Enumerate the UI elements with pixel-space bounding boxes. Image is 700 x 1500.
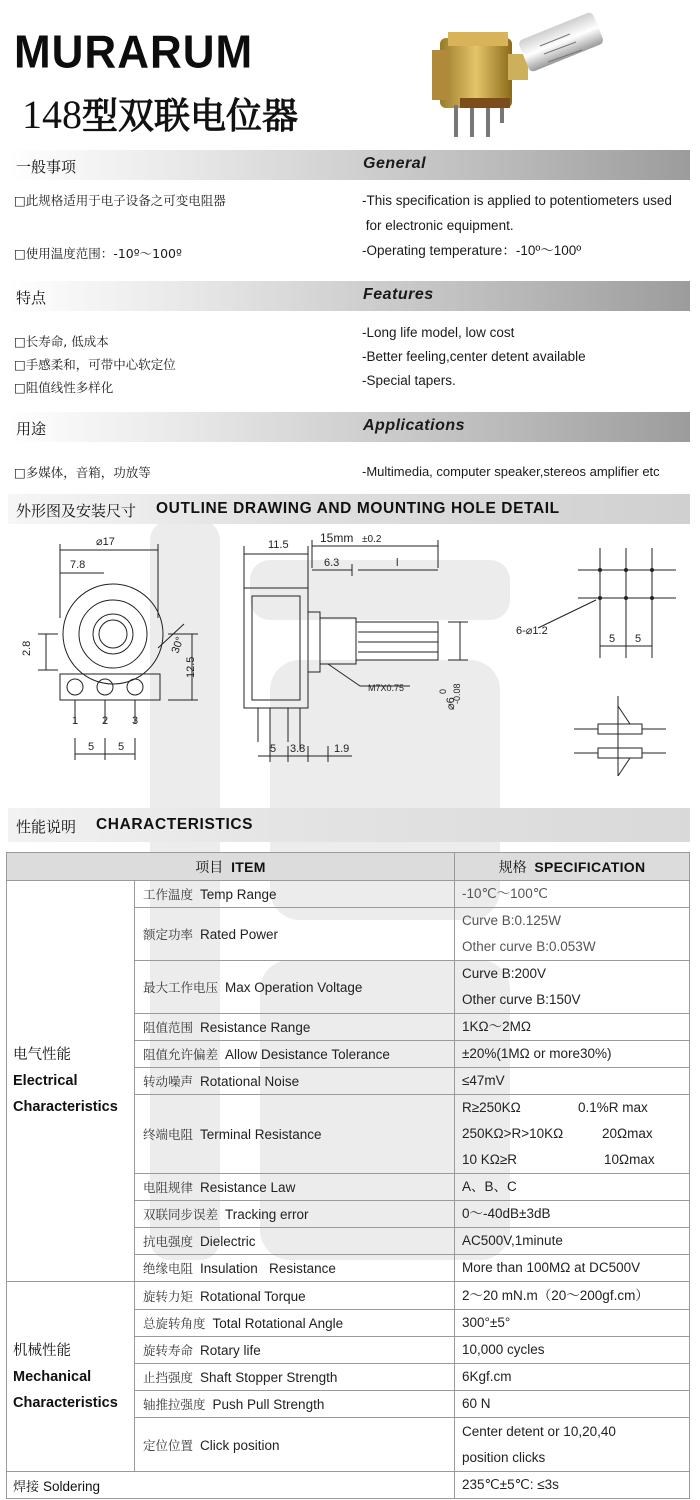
value-tolerance: ±20%(1MΩ or more30%) xyxy=(455,1041,690,1068)
value-terminal-resistance: R≥250KΩ 0.1%R max 250KΩ>R>10KΩ 20Ωmax 10 KΩ≥R 10Ωmax xyxy=(455,1095,690,1174)
section-applications-en: Applications xyxy=(363,417,466,434)
item-rotary-life: 旋转寿命 Rotary life xyxy=(135,1337,455,1364)
value-soldering: 235℃±5℃: ≤3s xyxy=(455,1472,690,1499)
pin-label-2: 2 xyxy=(102,715,109,727)
pin-label-3: 3 xyxy=(132,715,139,727)
item-soldering: 焊接 Soldering xyxy=(7,1472,455,1499)
general-cn-line-1: □此规格适用于电子设备之可变电阻器 xyxy=(14,193,226,208)
item-stopper-strength: 止挡强度 Shaft Stopper Strength xyxy=(135,1364,455,1391)
dim-diameter-17: ⌀17 xyxy=(96,536,115,548)
value-temp-range: -10℃～100℃ xyxy=(455,881,690,908)
table-header-row xyxy=(7,853,690,881)
dim-1-9: 1.9 xyxy=(334,743,350,755)
item-rated-power: 额定功率 Rated Power xyxy=(135,908,455,961)
value-rotational-torque: 2～20 mN.m（20～200gf.cm） xyxy=(455,1282,690,1310)
applications-en-line-1: -Multimedia, computer speaker,stereos amplifier etc xyxy=(362,464,660,479)
item-rotational-torque: 旋转力矩 Rotational Torque xyxy=(135,1282,455,1310)
item-push-pull: 轴推拉强度 Push Pull Strength xyxy=(135,1391,455,1418)
item-tolerance: 阻值允许偏差 Allow Desistance Tolerance xyxy=(135,1041,455,1068)
features-en-line-3: -Special tapers. xyxy=(362,373,456,388)
item-rotational-noise: 转动噪声 Rotational Noise xyxy=(135,1068,455,1095)
group-mechanical-cn: 机械性能 xyxy=(13,1342,71,1359)
header-item: 项目 ITEM xyxy=(7,853,455,881)
value-max-voltage: Curve B:200V Other curve B:150V xyxy=(455,961,690,1014)
dim-2-8: 2.8 xyxy=(21,640,33,656)
section-characteristics-header xyxy=(8,808,690,842)
value-stopper-strength: 6Kgf.cm xyxy=(455,1364,690,1391)
group-mechanical-en2: Characteristics xyxy=(13,1394,118,1411)
dim-12-5: 12.5 xyxy=(185,656,197,678)
pin-label-1: 1 xyxy=(72,715,79,727)
item-rotational-angle: 总旋转角度 Total Rotational Angle xyxy=(135,1310,455,1337)
value-resistance-law: A、B、C xyxy=(455,1174,690,1201)
section-characteristics-cn: 性能说明 xyxy=(16,818,77,836)
dim-shaft-tol-bottom: -0.08 xyxy=(452,683,462,704)
dim-shaft-tol-top: 0 xyxy=(438,688,448,694)
dim-pitch-5a: 5 xyxy=(88,741,95,753)
section-general-header xyxy=(8,150,690,180)
potentiometer-photo xyxy=(420,10,620,140)
dim-angle-30: 30° xyxy=(169,635,187,656)
dim-thread: M7X0.75 xyxy=(368,683,405,693)
section-features-en: Features xyxy=(363,286,434,303)
section-outline-en: OUTLINE DRAWING AND MOUNTING HOLE DETAIL xyxy=(156,500,560,517)
section-general-en: General xyxy=(363,155,427,172)
dim-15mm-tolerance: ±0.2 xyxy=(362,534,382,545)
item-tracking-error: 双联同步误差 Tracking error xyxy=(135,1201,455,1228)
item-dielectric: 抗电强度 Dielectric xyxy=(135,1228,455,1255)
value-insulation: More than 100MΩ at DC500V xyxy=(455,1255,690,1282)
value-rotational-noise: ≤47mV xyxy=(455,1068,690,1095)
specification-table xyxy=(6,852,690,1499)
section-features-cn: 特点 xyxy=(16,289,47,307)
general-en-line-1: -This specification is applied to potentiometers used xyxy=(362,193,672,208)
header-specification: 规格 SPECIFICATION xyxy=(455,853,690,881)
dim-pitch-5b: 5 xyxy=(118,741,125,753)
section-applications-header xyxy=(8,412,690,442)
value-rotational-angle: 300°±5° xyxy=(455,1310,690,1337)
section-characteristics-en: CHARACTERISTICS xyxy=(96,816,254,833)
group-electrical-en1: Electrical xyxy=(13,1073,78,1089)
dim-15mm: 15mm xyxy=(320,531,354,545)
features-cn-line-2: □手感柔和，可带中心软定位 xyxy=(14,357,176,372)
brand-logo: MURARUM xyxy=(14,26,254,79)
value-tracking-error: 0～-40dB±3dB xyxy=(455,1201,690,1228)
item-resistance-law: 电阻规律 Resistance Law xyxy=(135,1174,455,1201)
dim-7-8: 7.8 xyxy=(70,559,86,571)
value-resistance-range: 1KΩ～2MΩ xyxy=(455,1014,690,1041)
section-outline-cn: 外形图及安装尺寸 xyxy=(16,502,137,520)
group-mechanical-en1: Mechanical xyxy=(13,1368,92,1385)
dim-bottom-5: 5 xyxy=(270,743,277,755)
model-name-cn: 型双联电位器 xyxy=(82,96,299,137)
item-click-position: 定位位置 Click position xyxy=(135,1418,455,1472)
dim-hole-5a: 5 xyxy=(609,633,616,645)
value-push-pull: 60 N xyxy=(455,1391,690,1418)
general-en-line-3: -Operating temperature：-10º～100º xyxy=(362,243,582,258)
group-mechanical xyxy=(7,1282,135,1472)
outline-drawing xyxy=(8,528,690,806)
group-electrical-cn: 电气性能 xyxy=(13,1047,71,1063)
group-electrical xyxy=(7,881,135,1282)
item-terminal-resistance: 终端电阻 Terminal Resistance xyxy=(135,1095,455,1174)
item-resistance-range: 阻值范围 Resistance Range xyxy=(135,1014,455,1041)
table-row xyxy=(7,881,690,908)
item-temp-range: 工作温度 Temp Range xyxy=(135,881,455,908)
item-insulation: 绝缘电阻 Insulation Resistance xyxy=(135,1255,455,1282)
section-outline-header xyxy=(8,494,690,524)
features-en-line-1: -Long life model, low cost xyxy=(362,325,515,340)
group-electrical-en2: Characteristics xyxy=(13,1099,118,1115)
value-rotary-life: 10,000 cycles xyxy=(455,1337,690,1364)
value-rated-power: Curve B:0.125W Other curve B:0.053W xyxy=(455,908,690,961)
table-row xyxy=(7,1472,690,1499)
item-max-voltage: 最大工作电压 Max Operation Voltage xyxy=(135,961,455,1014)
dim-hole-5b: 5 xyxy=(635,633,642,645)
value-click-position: Center detent or 10,20,40 position clicks xyxy=(455,1418,690,1472)
model-number: 148 xyxy=(22,92,82,137)
dim-l: l xyxy=(396,557,399,569)
features-cn-line-3: □阻值线性多样化 xyxy=(14,380,114,395)
dim-6-3: 6.3 xyxy=(324,557,340,569)
table-row xyxy=(7,1282,690,1310)
dim-holes: 6-⌀1.2 xyxy=(516,625,548,637)
product-title xyxy=(22,88,298,139)
dim-3-8: 3.8 xyxy=(290,743,306,755)
general-cn-line-2: □使用温度范围：-10º～100º xyxy=(14,246,182,261)
value-dielectric: AC500V,1minute xyxy=(455,1228,690,1255)
dim-11-5: 11.5 xyxy=(268,539,289,551)
dim-shaft-diameter: ⌀6 xyxy=(445,697,457,710)
section-general-cn: 一般事项 xyxy=(16,158,77,176)
section-features-header xyxy=(8,281,690,311)
features-en-line-2: -Better feeling,center detent available xyxy=(362,349,586,364)
features-cn-line-1: □长寿命, 低成本 xyxy=(14,334,109,349)
general-en-line-2: for electronic equipment. xyxy=(362,218,514,233)
applications-cn-line-1: □多媒体，音箱，功放等 xyxy=(14,465,151,480)
section-applications-cn: 用途 xyxy=(16,420,47,438)
